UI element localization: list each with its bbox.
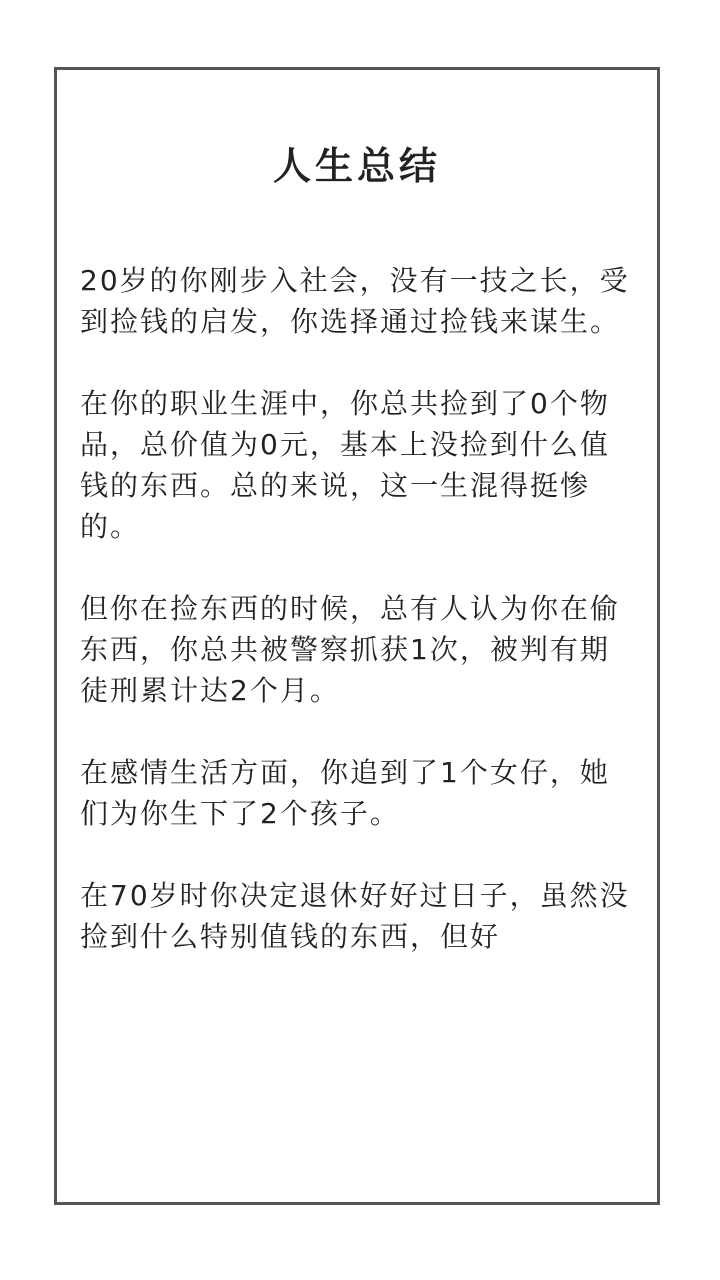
summary-paragraph-arrests: 但你在捡东西的时候，总有人认为你在偷东西，你总共被警察抓获1次，被判有期徒刑累计达2个月。 [80, 592, 621, 707]
life-summary-card [54, 67, 660, 1205]
summary-body [80, 260, 637, 998]
summary-title: 人生总结 [272, 144, 441, 188]
summary-paragraph-retirement: 在70岁时你决定退休好好过日子，虽然没捡到什么特别值钱的东西，但好 [80, 879, 630, 953]
summary-paragraph-career-results: 在你的职业生涯中，你总共捡到了0个物品，总价值为0元，基本上没捡到什么值钱的东西。总的来说，这一生混得挺惨的。 [80, 387, 610, 543]
summary-paragraph-family: 在感情生活方面，你追到了1个女仔，她们为你生下了2个孩子。 [80, 756, 610, 830]
summary-paragraph-career-start: 20岁的你刚步入社会，没有一技之长，受到捡钱的启发，你选择通过捡钱来谋生。 [80, 264, 630, 338]
